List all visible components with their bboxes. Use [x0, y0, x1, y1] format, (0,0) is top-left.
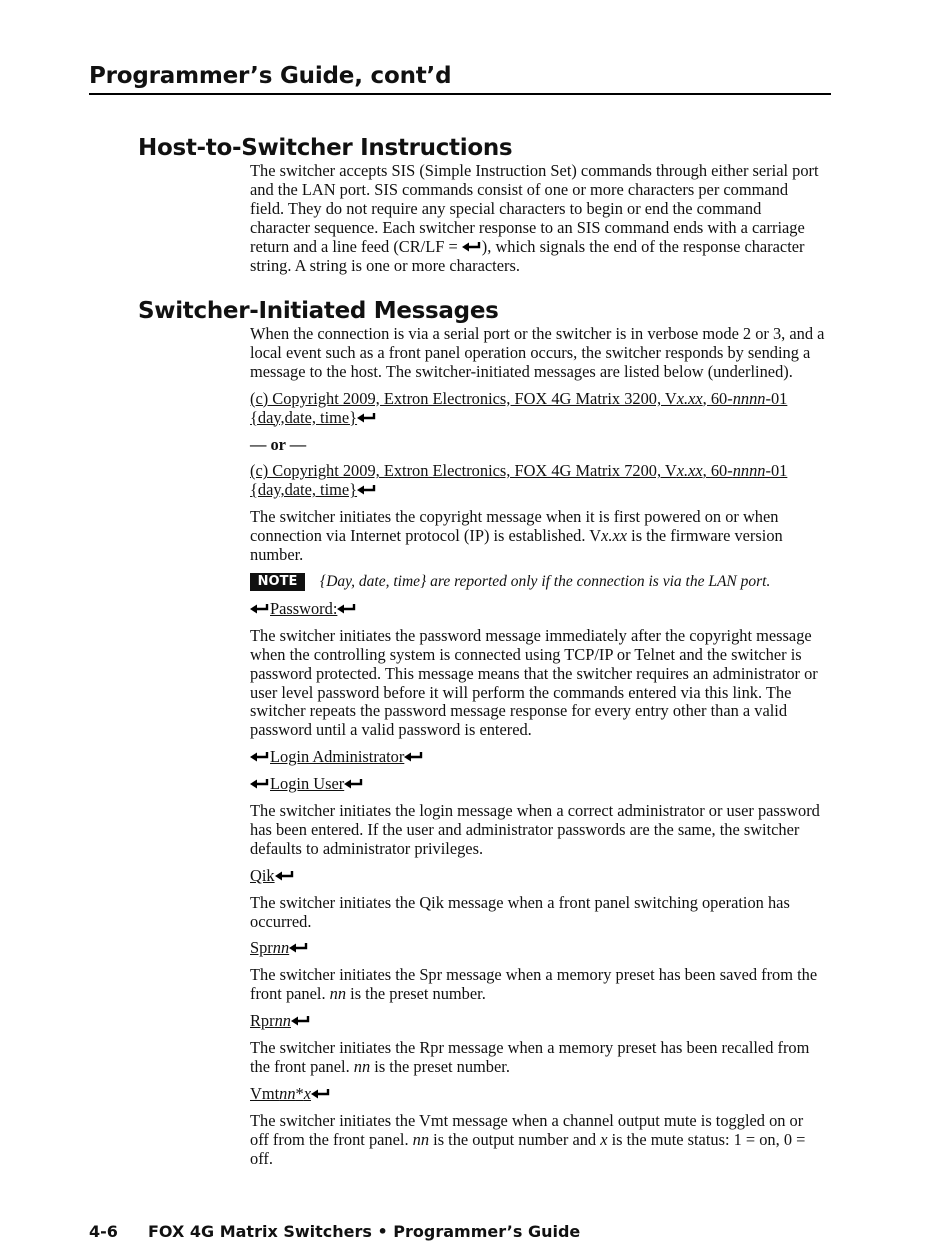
host-text-a: The switcher accepts SIS (Simple Instruction Set) commands through either serial port and the LAN port. SIS commands consist of one or more characters per command field. They do not require any special characters to begin or end the command character sequence. Each switcher response to an SIS command ends with a carriage return and a line feed (CR/LF =: [250, 161, 819, 256]
section-body-host: [250, 162, 825, 283]
vmt-desc-nn: nn: [412, 1129, 430, 1149]
qik-label: Qik: [250, 865, 275, 885]
login-user-message: [250, 775, 825, 794]
spr-message: [250, 939, 825, 958]
copy1-version: x.xx: [676, 388, 703, 408]
return-icon: [289, 942, 309, 954]
vmt-label: Vmt: [250, 1083, 280, 1103]
vmt-var-nn: nn: [279, 1083, 296, 1103]
page-footer: [89, 1222, 580, 1241]
rpr-var: nn: [274, 1011, 291, 1031]
copyright-description: [250, 508, 825, 565]
rpr-desc-var: nn: [353, 1057, 371, 1076]
rpr-message: [250, 1012, 825, 1031]
page-number: 4-6: [89, 1222, 118, 1241]
copy2-part: nnnn: [732, 461, 766, 481]
copy1-text-e: -01: [765, 388, 788, 408]
return-icon: [357, 412, 377, 424]
copy-desc-a: The switcher initiates the copyright message when it is first powered on or when connection via Internet protocol (IP) is established. V: [250, 507, 779, 546]
qik-description: The switcher initiates the Qik message when a front panel switching operation has occurred.: [250, 892, 790, 931]
spr-var: nn: [272, 938, 290, 958]
section-heading-host: Host-to-Switcher Instructions: [138, 135, 513, 161]
section-heading-messages: Switcher-Initiated Messages: [138, 298, 499, 324]
copy2-text-c: , 60-: [702, 461, 733, 481]
login-admin-label: Login Administrator: [270, 747, 405, 767]
vmt-message: [250, 1085, 825, 1104]
copy1-daydate: {day,date, time}: [250, 407, 358, 427]
return-icon: [357, 484, 377, 496]
copy1-text-c: , 60-: [702, 388, 733, 408]
password-label: Password:: [270, 598, 338, 618]
password-description: The switcher initiates the password message immediately after the copyright message when the controlling system is connected using TCP/IP or Telnet and the switcher is password protected. This message means that the switcher requires an administrator or user level password before it will perform the commands entered via this link. The switcher repeats the password message response for every entry other than a valid password until a valid password is entered.: [250, 625, 818, 740]
or-separator: — or —: [250, 434, 307, 454]
note-text: {Day, date, time} are reported only if the connection is via the LAN port.: [320, 572, 771, 590]
login-admin-message: [250, 748, 825, 767]
messages-intro: When the connection is via a serial port or the switcher is in verbose mode 2 or 3, and a local event such as a front panel operation occurs, the switcher responds by sending a message to the host. The switcher-initiated messages are listed below (underlined).: [250, 324, 825, 381]
return-icon: [462, 241, 482, 253]
spr-desc-var: nn: [329, 984, 347, 1004]
spr-desc-a: The switcher initiates the Spr message when a memory preset has been saved from the front panel.: [250, 965, 818, 1004]
section-body-messages: [250, 325, 825, 1177]
spr-label: Spr: [250, 938, 273, 958]
note-badge: NOTE: [250, 573, 305, 591]
qik-message: [250, 867, 825, 886]
vmt-desc-a: The switcher initiates the Vmt message when a channel output mute is toggled on or off from the front panel.: [250, 1110, 804, 1149]
return-icon: [250, 603, 270, 615]
copy-desc-c: is the firmware version number.: [250, 526, 783, 565]
host-text-b: ), which signals the end of the response character string. A string is one or more characters.: [250, 236, 805, 275]
return-icon: [291, 1015, 311, 1027]
page-header: [89, 60, 831, 95]
copy1-part: nnnn: [732, 388, 766, 408]
header-rule: [89, 93, 831, 95]
copy2-text-a: (c) Copyright 2009, Extron Electronics, FOX 4G Matrix 7200, V: [250, 461, 677, 481]
vmt-desc-c: is the output number and: [429, 1129, 601, 1149]
rpr-desc-a: The switcher initiates the Rpr message when a memory preset has been recalled from the front panel.: [250, 1038, 810, 1076]
note: [250, 573, 825, 592]
vmt-description: [250, 1112, 825, 1169]
copy1-text-a: (c) Copyright 2009, Extron Electronics, FOX 4G Matrix 3200, V: [250, 388, 677, 408]
footer-title: FOX 4G Matrix Switchers • Programmer’s Guide: [148, 1222, 581, 1241]
spr-description: [250, 966, 825, 1004]
copy2-version: x.xx: [676, 461, 703, 481]
return-icon: [250, 751, 270, 763]
rpr-desc-c: is the preset number.: [370, 1057, 510, 1076]
login-user-label: Login User: [270, 774, 345, 794]
rpr-description: [250, 1039, 825, 1077]
host-paragraph: [250, 162, 825, 275]
vmt-desc-e: is the mute status: 1 = on, 0 = off.: [250, 1129, 806, 1168]
copy2-text-e: -01: [765, 461, 788, 481]
copyright-message-7200: [250, 462, 825, 500]
vmt-var-x: x: [303, 1083, 312, 1103]
return-icon: [337, 603, 357, 615]
return-icon: [311, 1088, 331, 1100]
password-message: [250, 600, 825, 619]
copy-desc-version: x.xx: [601, 526, 628, 546]
return-icon: [275, 870, 295, 882]
return-icon: [250, 778, 270, 790]
page-title: Programmer’s Guide, cont’d: [89, 63, 452, 89]
spr-desc-c: is the preset number.: [346, 984, 486, 1004]
copy2-daydate: {day,date, time}: [250, 480, 358, 500]
vmt-star: *: [295, 1083, 304, 1103]
vmt-desc-x: x: [600, 1129, 608, 1149]
rpr-label: Rpr: [250, 1011, 275, 1031]
copyright-message-3200: [250, 390, 825, 428]
return-icon: [404, 751, 424, 763]
return-icon: [344, 778, 364, 790]
login-description: The switcher initiates the login message when a correct administrator or user password has been entered. If the user and administrator passwords are the same, the switcher defaults to administrator privileges.: [250, 801, 820, 858]
